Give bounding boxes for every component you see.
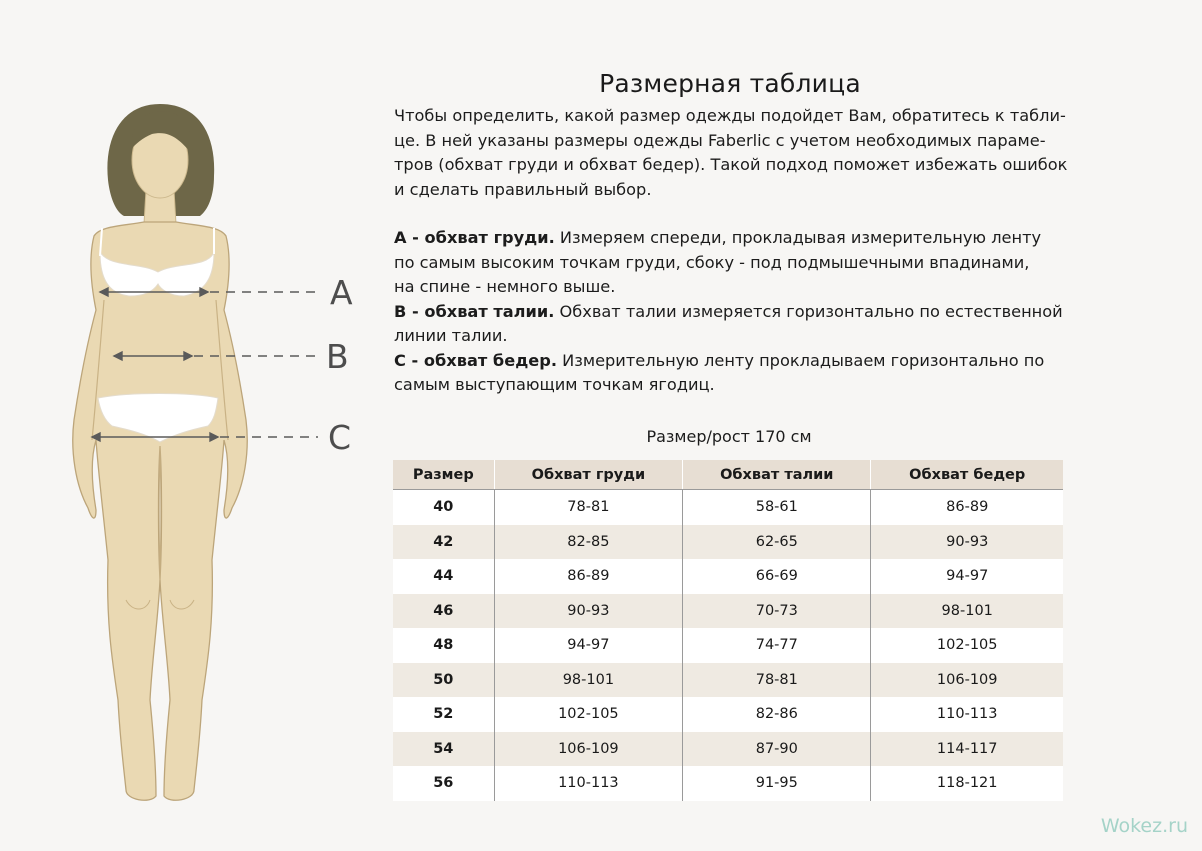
chest-cell: 102-105	[494, 697, 683, 732]
body-figure-illustration	[0, 0, 380, 851]
intro-paragraph: Чтобы определить, какой размер одежды подойдет Вам, обратитесь к табли- це. В ней указаны размеры одежды Faberlic с учетом необходимых параме- тров (обхват груди и обхват бедер). Такой подход поможет избежать ошибок и сделать правильный выбор.	[394, 106, 1068, 199]
size-cell: 48	[393, 628, 494, 663]
waist-cell: 91-95	[683, 766, 871, 801]
chest-cell: 98-101	[494, 663, 683, 698]
size-cell: 40	[393, 490, 494, 525]
table-row	[393, 663, 1063, 698]
size-cell: 54	[393, 732, 494, 767]
header-waist: Обхват талии	[683, 460, 871, 490]
hips-cell: 118-121	[871, 766, 1063, 801]
hips-cell: 90-93	[871, 525, 1063, 560]
hips-cell: 114-117	[871, 732, 1063, 767]
table-row	[393, 697, 1063, 732]
table-caption: Размер/рост 170 см	[646, 427, 812, 446]
waist-cell: 87-90	[683, 732, 871, 767]
chest-cell: 82-85	[494, 525, 683, 560]
size-cell: 50	[393, 663, 494, 698]
hips-cell: 94-97	[871, 559, 1063, 594]
header-hips: Обхват бедер	[871, 460, 1063, 490]
chest-cell: 106-109	[494, 732, 683, 767]
waist-cell: 66-69	[683, 559, 871, 594]
waist-cell: 74-77	[683, 628, 871, 663]
label-c: C	[328, 418, 352, 457]
table-row	[393, 766, 1063, 801]
chest-cell: 110-113	[494, 766, 683, 801]
definition-a-term: А - обхват груди.	[394, 228, 555, 247]
header-chest: Обхват груди	[494, 460, 683, 490]
waist-cell: 62-65	[683, 525, 871, 560]
definition-b-text: Обхват талии измеряется горизонтально по естественной линии талии.	[394, 301, 1063, 345]
definition-a	[394, 226, 1084, 300]
watermark: Wokez.ru	[1100, 815, 1188, 837]
definition-c	[394, 349, 1084, 398]
header-size: Размер	[393, 460, 494, 490]
page-title: Размерная таблица	[599, 68, 861, 98]
hips-cell: 106-109	[871, 663, 1063, 698]
definition-b-term: В - обхват талии.	[394, 301, 555, 321]
table-header-row	[393, 460, 1063, 490]
size-cell: 46	[393, 594, 494, 629]
waist-cell: 78-81	[683, 663, 871, 698]
measurement-definitions	[394, 226, 1084, 398]
waist-cell: 70-73	[683, 594, 871, 629]
chest-cell: 90-93	[494, 594, 683, 629]
size-cell: 52	[393, 697, 494, 732]
definition-c-term: С - обхват бедер.	[394, 350, 557, 370]
hips-cell: 98-101	[871, 594, 1063, 629]
table-row	[393, 490, 1063, 525]
waist-cell: 82-86	[683, 697, 871, 732]
table-row	[393, 559, 1063, 594]
table-row	[393, 525, 1063, 560]
hips-cell: 86-89	[871, 490, 1063, 525]
hips-cell: 102-105	[871, 628, 1063, 663]
label-b: B	[326, 337, 349, 376]
chest-cell: 94-97	[494, 628, 683, 663]
table-row	[393, 732, 1063, 767]
table-row	[393, 594, 1063, 629]
definition-c-text: Измерительную ленту прокладываем горизонтально по самым выступающим точкам ягодиц.	[394, 350, 1045, 394]
chest-cell: 86-89	[494, 559, 683, 594]
hips-cell: 110-113	[871, 697, 1063, 732]
definition-a-text: Измеряем спереди, прокладывая измерительную ленту по самым высоким точкам груди, сбоку - под подмышечными впадинами, на спине - немного выше.	[394, 228, 1042, 296]
label-a: A	[330, 273, 353, 312]
table-row	[393, 628, 1063, 663]
definition-b	[394, 300, 1084, 349]
size-cell: 44	[393, 559, 494, 594]
chest-cell: 78-81	[494, 490, 683, 525]
size-table	[393, 460, 1063, 801]
size-cell: 56	[393, 766, 494, 801]
size-cell: 42	[393, 525, 494, 560]
waist-cell: 58-61	[683, 490, 871, 525]
